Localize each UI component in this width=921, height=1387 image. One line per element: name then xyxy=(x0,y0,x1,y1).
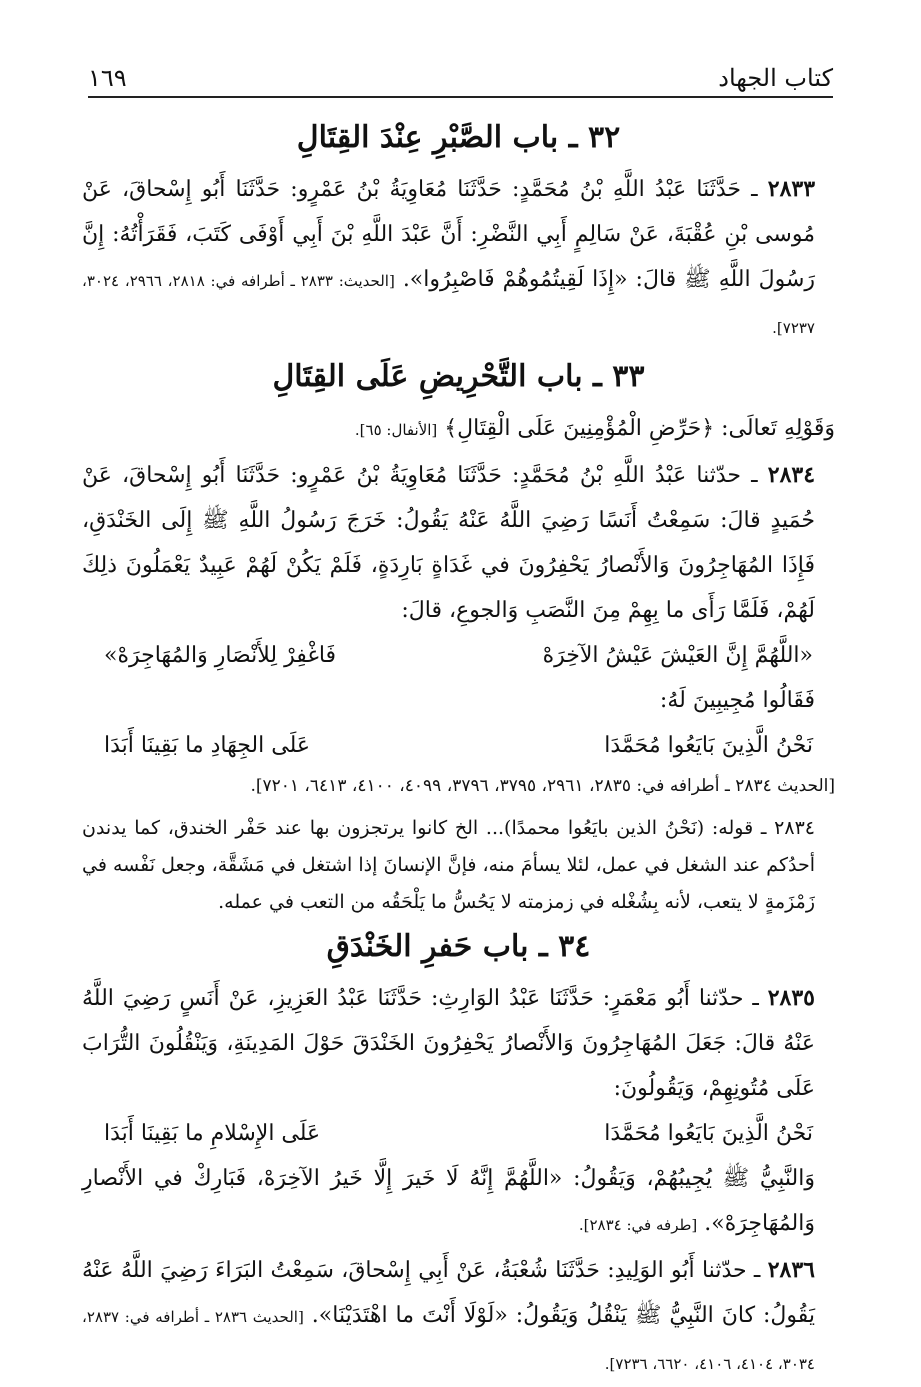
hadith-text: وَالنَّبِيُّ ﷺ يُجِيبُهُمْ، وَيَقُولُ: «اللَّهُمَّ إِنَّهُ لَا خَيرَ إِلَّا خَيرُ الآخِرَهْ، فَبَارِكْ في الأَنْصارِ وَالمُهَاجِرَهْ». xyxy=(82,1166,815,1236)
chapter-34-title: ٣٤ ـ باب حَفرِ الخَنْدَقِ xyxy=(326,929,591,964)
hadith-text: ـ حدّثنا عَبْدُ اللَّهِ بْنُ مُحَمَّدٍ: حَدَّثَنَا مُعَاوِيَةُ بْنُ عَمْرٍو: حَدَّثَنَا أَبُو إِسْحاقَ، عَنْ حُمَيدٍ قالَ: سَمِعْتُ أَنَسًا رَضِيَ اللَّهُ عَنْهُ يَقُولُ: خَرَجَ رَسُولُ اللَّهِ ﷺ إِلَى الخَنْدَقِ، فَإِذَا المُهَاجِرُونَ وَالأَنْصارُ يَحْفِرُونَ في غَدَاةٍ بَارِدَةٍ، فَلَمْ يَكُنْ لَهُمْ عَبِيدٌ يَعْمَلُونَ ذلِكَ لَهُمْ، فَلَمَّا رَأَى ما بِهِمْ مِنَ النَّصَبِ وَالجوعِ، قالَ: xyxy=(82,463,815,623)
poem-hemistich: نَحْنُ الَّذِينَ بَايَعُوا مُحَمَّدَا xyxy=(604,733,813,758)
hadith-text: ـ حدّثنا أَبُو الوَلِيدِ: حَدَّثَنَا شُعْبَةُ، عَنْ أَبِي إِسْحاقَ، سَمِعْتُ البَرَاءَ رَضِيَ اللَّهُ عَنْهُ يَقُولُ: كانَ النَّبِيُّ ﷺ يَنْقُلُ وَيَقُولُ: «لَوْلَا أَنْتَ ما اهْتَدَيْنَا». xyxy=(82,1258,815,1328)
quran-verse-line xyxy=(82,406,835,453)
page-number: ١٦٩ xyxy=(88,64,127,92)
poem-hemistich: عَلَى الإِسْلامِ ما بَقِينَا أَبَدَا xyxy=(104,1121,321,1146)
verse-reference: [الأنفال: ٦٥]. xyxy=(354,421,438,439)
hadith-number: ٢٨٣٣ xyxy=(767,176,816,202)
poem-hemistich: عَلَى الجِهَادِ ما بَقِينَا أَبَدَا xyxy=(104,733,310,758)
page-header xyxy=(88,62,833,98)
poem-hemistich: فَاغْفِرْ لِلأَنْصَارِ وَالمُهَاجِرَهْ» xyxy=(104,643,337,668)
commentary: ٢٨٣٤ ـ قوله: (نَحْنُ الذين بايَعُوا محمدًا)... الخ كانوا يرتجزون بها عند حَفْر الخندق، كما يدندن أحدُكم عند الشغل في عمل، لئلا يسأمَ منه، فإنَّ الإنسانَ إذا اشتغل في مَشَقَّة، وجعل نَفْسه في زَمْزَمةٍ لا يتعب، لأنه بِشُغْله في زمزمته لا يَحُسُّ ما يَلْحَقُه من التعب في عمله. xyxy=(82,817,815,913)
hadith-number: ٢٨٣٦ xyxy=(767,1257,815,1283)
poem-hemistich: نَحْنُ الَّذِينَ بَايَعُوا مُحَمَّدَا xyxy=(604,1121,813,1146)
hadith-2834 xyxy=(82,453,835,633)
poem-hemistich: «اللَّهُمَّ إِنَّ العَيْشَ عَيْشُ الآخِرَهْ xyxy=(542,643,813,668)
hadith-reference: [الحديث: ٢٨٣٣ ـ أطرافه في: ٢٨١٨، ٢٩٦٦، ٣٠٢٤، ٧٢٣٧]. xyxy=(82,272,815,337)
book-title: كتاب الجهاد xyxy=(718,64,833,92)
hadith-reference: [الحديث ٢٨٣٦ ـ أطرافه في: ٢٨٣٧، ٣٠٣٤، ٤١٠٤، ٤١٠٦، ٦٦٢٠، ٧٢٣٦]. xyxy=(82,1308,815,1373)
poem-line-2 xyxy=(82,723,835,768)
hadith-reference: [طرفه في: ٢٨٣٤]. xyxy=(578,1216,698,1234)
chapter-32-title: ٣٢ ـ باب الصَّبْرِ عِنْدَ القِتَالِ xyxy=(296,120,621,155)
poem-line-1 xyxy=(82,633,835,678)
page-content xyxy=(82,112,835,1387)
hadith-2835-continuation xyxy=(82,1156,835,1248)
hadith-text: ـ حدّثنا أَبُو مَعْمَرٍ: حَدَّثَنَا عَبْدُ الوَارِثِ: حَدَّثَنَا عَبْدُ العَزِيزِ، عَنْ أَنَسٍ رَضِيَ اللَّهُ عَنْهُ قالَ: جَعَلَ المُهَاجِرُونَ وَالأَنْصارُ يَحْفِرُونَ الخَنْدَقَ حَوْلَ المَدِينَةِ، وَيَنْقُلُونَ التُّرَابَ عَلَى مُتُونِهِمْ، وَيَقُولُونَ: xyxy=(82,986,815,1101)
hadith-2835 xyxy=(82,976,835,1111)
hadith-2833 xyxy=(82,167,835,351)
hadith-number: ٢٨٣٤ xyxy=(767,462,816,488)
hadith-reference: [الحديث ٢٨٣٤ ـ أطرافه في: ٢٨٣٥، ٢٩٦١، ٣٧٩٥، ٣٧٩٦، ٤٠٩٩، ٤١٠٠، ٦٤١٣، ٧٢٠١]. xyxy=(250,776,835,796)
hadith-2836 xyxy=(82,1248,835,1387)
hadith-number: ٢٨٣٥ xyxy=(767,985,815,1011)
hadith-text: ـ حَدَّثَنَا عَبْدُ اللَّهِ بْنُ مُحَمَّدٍ: حَدَّثَنَا مُعَاوِيَةُ بْنُ عَمْرٍو: حَدَّثَنَا أَبُو إِسْحاقَ، عَنْ مُوسى بْنِ عُقْبَةَ، عَنْ سَالِمٍ أَبِي النَّضْرِ: أَنَّ عَبْدَ اللَّهِ بْنَ أَبِي أَوْفَى كَتَبَ، فَقَرَأْتُهُ: إِنَّ رَسُولَ اللَّهِ ﷺ قالَ: «إِذَا لَقِيتُمُوهُمْ فَاصْبِرُوا». xyxy=(82,177,816,292)
reply-intro: فَقَالُوا مُجِيبِينَ لَهُ: xyxy=(659,688,815,713)
verse-text: وَقَوْلِهِ تَعالَى: ﴿حَرِّضِ الْمُؤْمِنِينَ عَلَى الْقِتَالِ﴾ xyxy=(444,416,835,441)
chapter-33-title: ٣٣ ـ باب التَّحْرِيضِ عَلَى القِتَالِ xyxy=(272,359,645,394)
poem-line-3 xyxy=(82,1111,835,1156)
